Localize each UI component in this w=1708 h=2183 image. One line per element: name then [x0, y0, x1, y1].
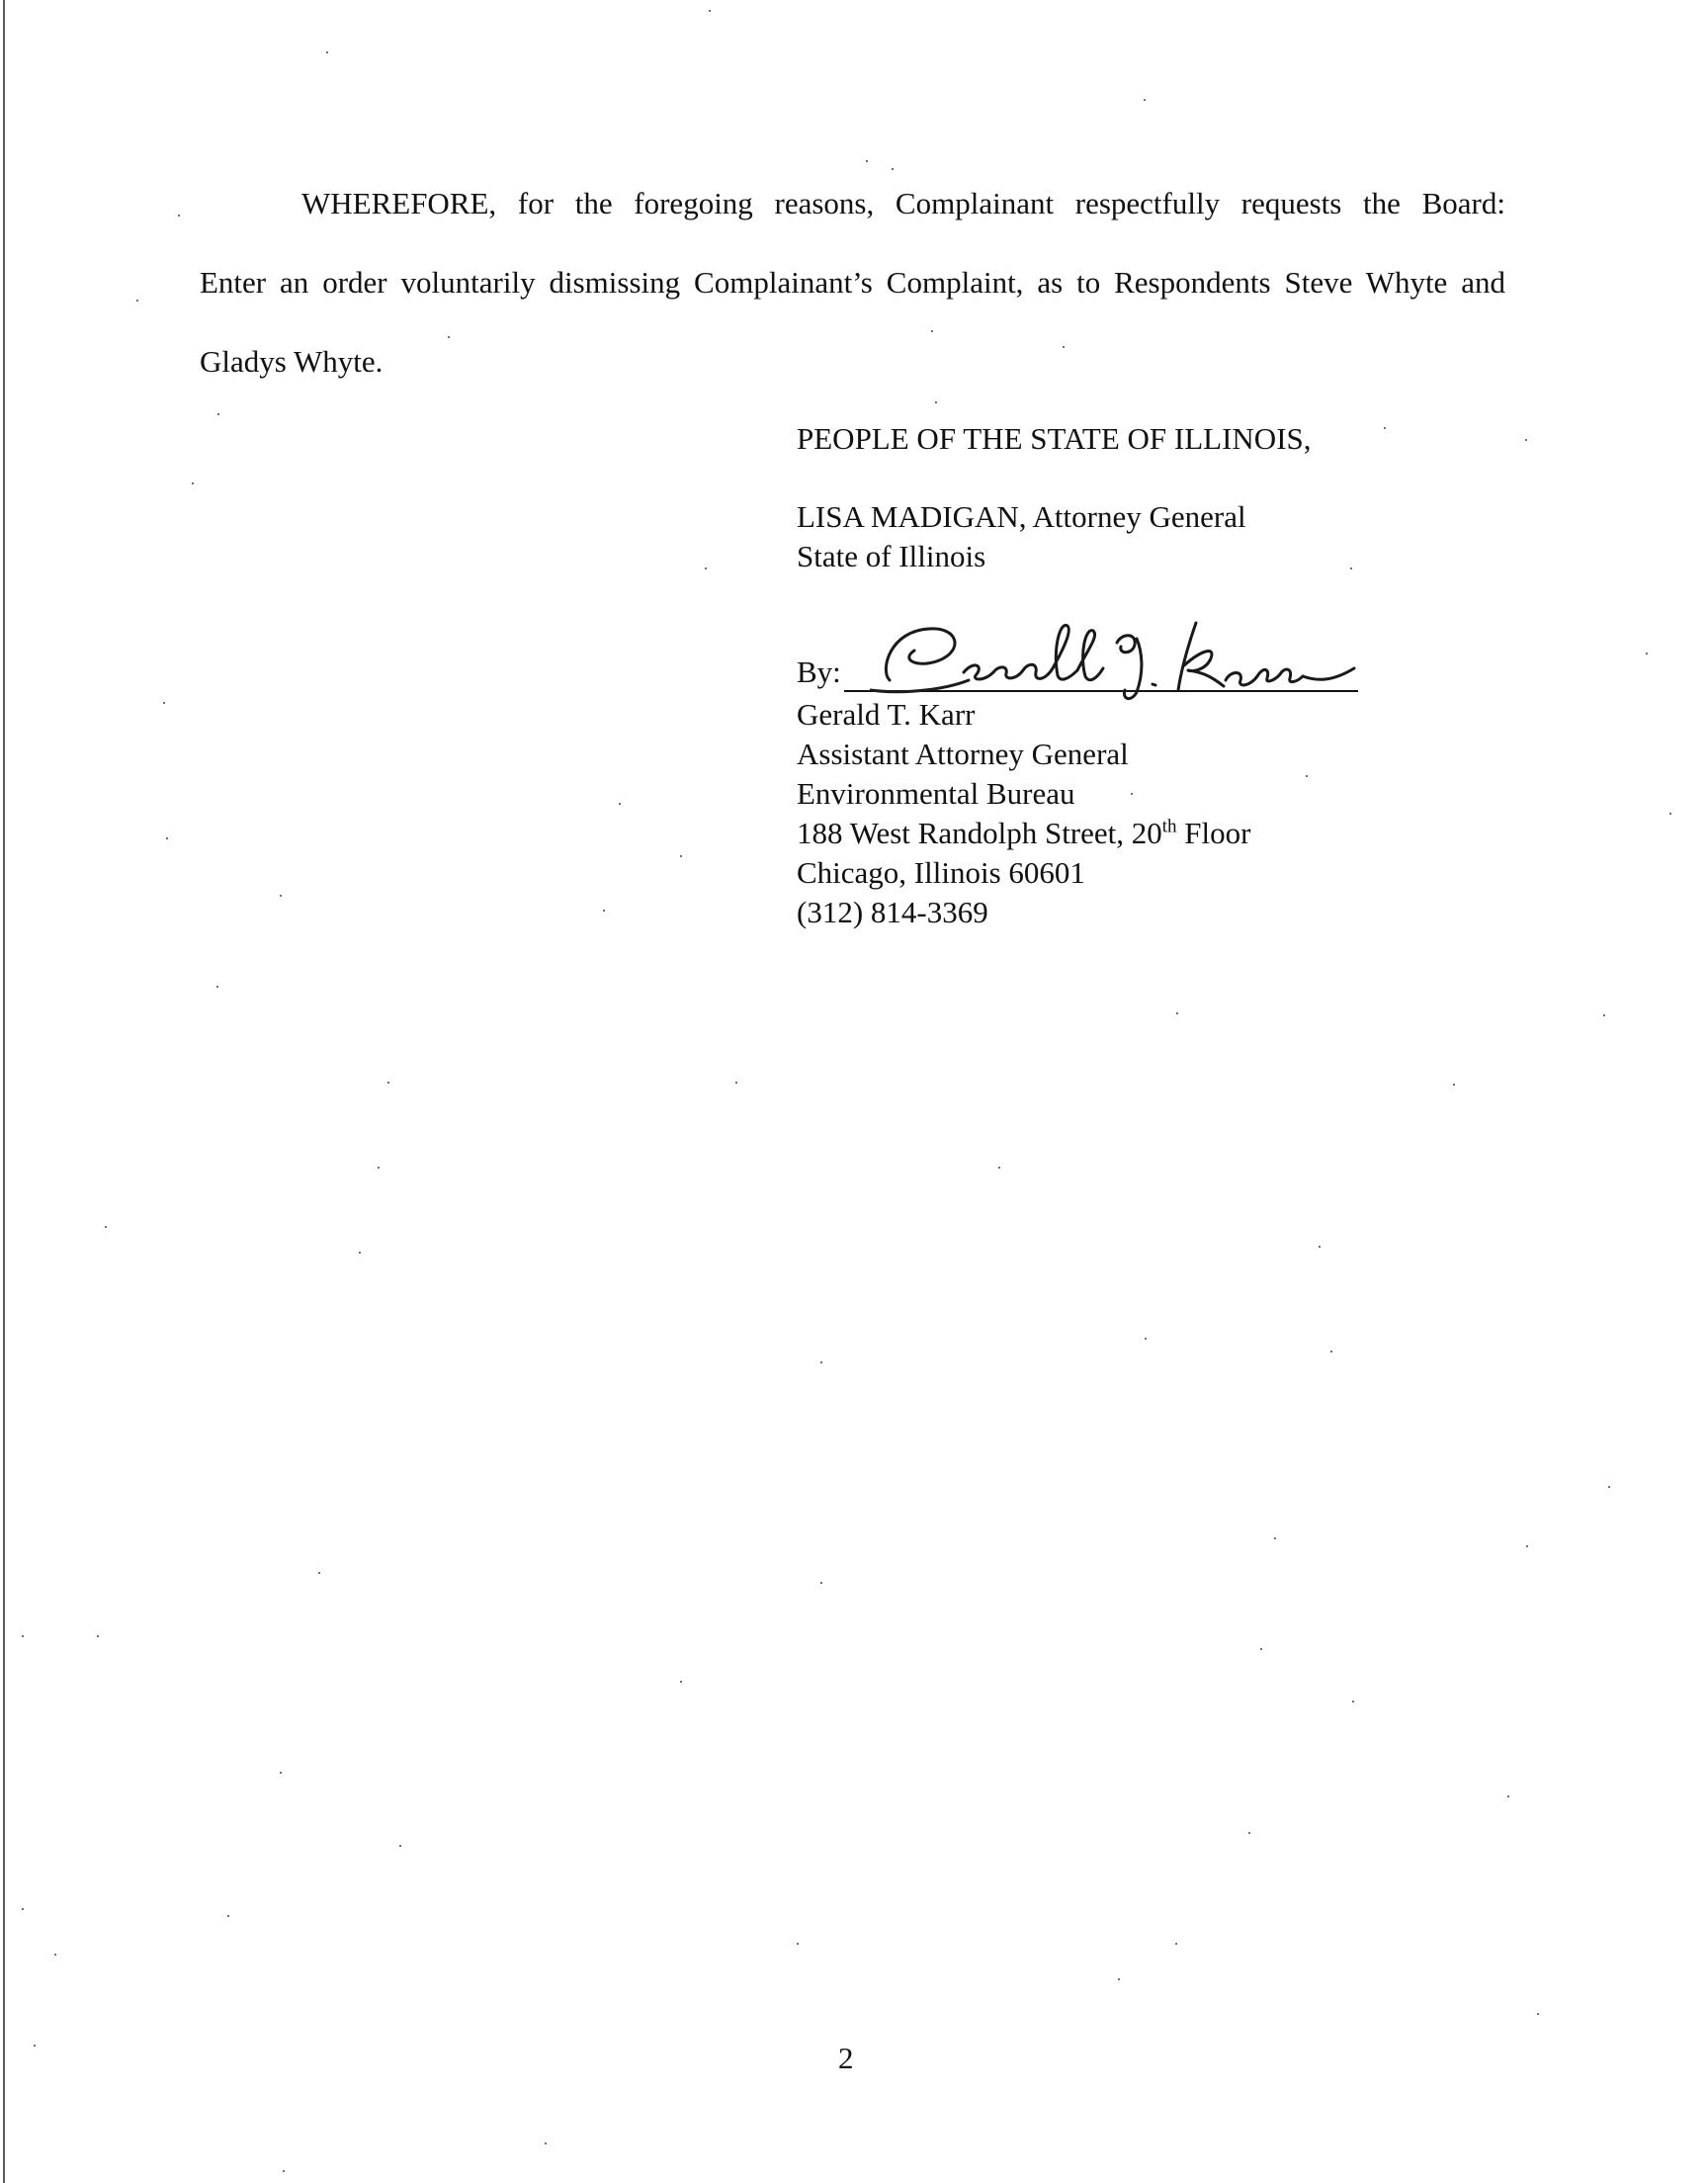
scan-speck: [1145, 1338, 1147, 1340]
scan-speck: [448, 336, 450, 338]
scan-speck: [935, 401, 937, 403]
body-paragraph-line: Gladys Whyte.: [200, 344, 384, 379]
scan-speck: [22, 1908, 24, 1910]
scan-speck: [1526, 1545, 1528, 1547]
signer-name: Gerald T. Karr: [797, 697, 976, 732]
scan-speck: [1608, 1486, 1610, 1488]
scan-speck: [227, 1915, 229, 1917]
ordinal-suffix: th: [1161, 816, 1177, 837]
by-label: By:: [797, 655, 841, 689]
scan-speck: [105, 1226, 107, 1228]
scan-speck: [680, 855, 682, 857]
scan-speck: [1260, 1648, 1262, 1650]
party-name: PEOPLE OF THE STATE OF ILLINOIS,: [797, 421, 1312, 456]
scan-speck: [866, 160, 868, 162]
scan-speck: [820, 1582, 822, 1584]
attorney-general-line: LISA MADIGAN, Attorney General: [797, 499, 1246, 534]
scan-speck: [1063, 346, 1065, 348]
phone-number: (312) 814-3369: [797, 895, 988, 929]
scan-left-edge: [3, 0, 5, 2183]
scan-speck: [22, 1635, 24, 1637]
scan-speck: [97, 1635, 99, 1637]
scan-speck: [1603, 1014, 1605, 1016]
state-line: State of Illinois: [797, 539, 986, 573]
street-address-suffix: Floor: [1176, 816, 1251, 850]
scan-speck: [1350, 568, 1352, 569]
scan-speck: [1669, 813, 1671, 815]
scan-speck: [280, 895, 282, 897]
scan-speck: [378, 1167, 380, 1169]
scan-speck: [545, 2142, 547, 2144]
scan-speck: [280, 1772, 282, 1774]
scan-speck: [603, 910, 605, 912]
scan-speck: [820, 1361, 822, 1363]
scan-speck: [1537, 2013, 1539, 2015]
scan-speck: [1319, 1246, 1321, 1248]
scan-speck: [178, 215, 180, 217]
scan-speck: [1453, 1084, 1455, 1086]
scan-speck: [1646, 653, 1648, 655]
scan-speck: [1175, 1943, 1177, 1945]
scan-speck: [136, 300, 138, 302]
body-paragraph-line: WHEREFORE, for the foregoing reasons, Complainant respectfully requests the Board:: [301, 186, 1505, 220]
scan-speck: [54, 1954, 56, 1956]
scan-speck: [1330, 1351, 1332, 1353]
scan-speck: [34, 2045, 36, 2047]
scan-speck: [797, 1943, 799, 1945]
city-state-zip: Chicago, Illinois 60601: [797, 855, 1085, 890]
scan-speck: [892, 168, 894, 170]
scan-speck: [166, 837, 168, 839]
street-address-prefix: 188 West Randolph Street, 20: [797, 816, 1162, 850]
scan-speck: [399, 1845, 401, 1847]
scan-speck: [216, 986, 218, 988]
scan-speck: [735, 1082, 737, 1084]
scan-speck: [931, 330, 933, 332]
scan-speck: [326, 51, 328, 53]
street-address: [797, 814, 1250, 853]
scan-speck: [318, 1572, 320, 1574]
scan-speck: [217, 413, 219, 415]
scan-speck: [1118, 1978, 1120, 1980]
scan-speck: [192, 482, 194, 484]
scan-speck: [998, 1167, 1000, 1169]
scan-speck: [709, 10, 711, 12]
scan-speck: [1131, 793, 1133, 795]
scan-speck: [1525, 439, 1527, 441]
page-number: 2: [838, 2041, 854, 2075]
scan-speck: [705, 568, 707, 569]
scan-speck: [1306, 775, 1308, 777]
body-paragraph-line: Enter an order voluntarily dismissing Complainant’s Complaint, as to Respondents Steve Whyte and: [200, 265, 1505, 300]
scan-speck: [1248, 1832, 1250, 1834]
scan-speck: [1144, 99, 1146, 101]
scan-speck: [1176, 1012, 1178, 1014]
scan-speck: [1384, 427, 1386, 429]
scan-speck: [1507, 1795, 1509, 1797]
scan-speck: [1274, 1537, 1276, 1539]
scan-speck: [163, 702, 165, 704]
scan-speck: [680, 1681, 682, 1683]
bureau-name: Environmental Bureau: [797, 776, 1075, 811]
signer-title: Assistant Attorney General: [797, 737, 1129, 771]
scan-speck: [283, 2170, 285, 2172]
scan-speck: [619, 803, 621, 805]
scan-speck: [359, 1252, 361, 1254]
scan-speck: [387, 1082, 389, 1084]
scan-speck: [1352, 1701, 1354, 1703]
